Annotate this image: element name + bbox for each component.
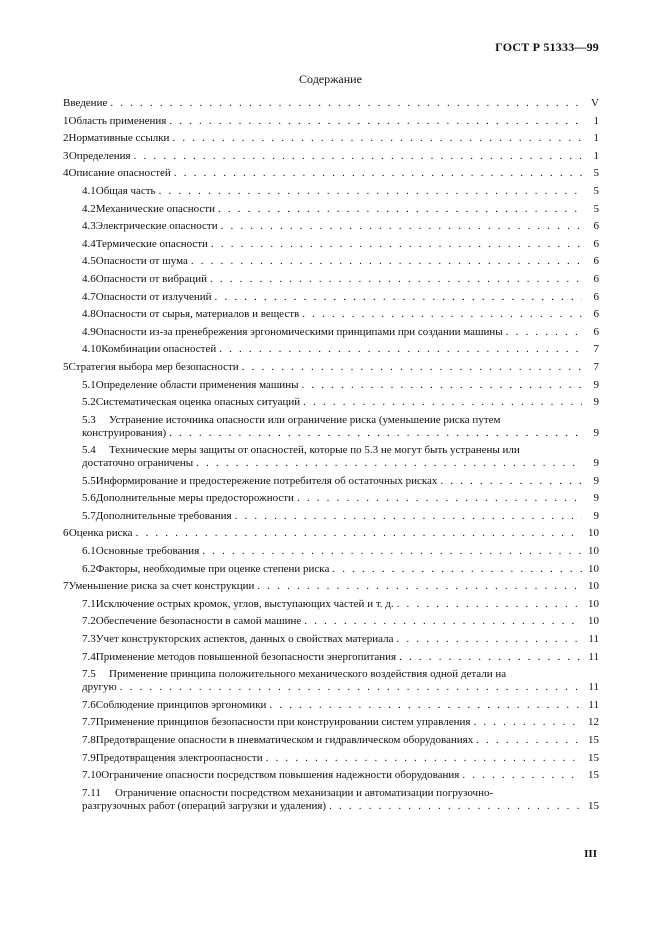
toc-number: 4 — [63, 167, 69, 180]
toc-entry — [63, 444, 599, 475]
toc-title: Общая часть — [95, 184, 156, 197]
toc-number: 5.7 — [82, 509, 96, 522]
toc-number: 4.5 — [82, 255, 96, 268]
toc-title: Технические меры защиты от опасностей, которые по 5.3 не могут быть устранены или — [109, 444, 520, 457]
toc-page-number: 10 — [588, 545, 599, 558]
toc-title-continued: конструирования) — [82, 426, 167, 439]
dot-leader — [136, 527, 582, 540]
toc-number: 5.6 — [82, 492, 96, 505]
toc-title: Факторы, необходимые при оценке степени риска — [95, 562, 330, 575]
toc-page-number: 6 — [593, 220, 599, 233]
toc-page-number: 1 — [593, 114, 599, 127]
toc-number: 4.6 — [82, 272, 96, 285]
toc-entry — [63, 361, 599, 379]
toc-number: 7.5 — [82, 668, 96, 681]
toc-number: 4.7 — [82, 290, 96, 303]
toc-page-number: 6 — [593, 290, 599, 303]
dot-leader — [440, 475, 582, 488]
toc-page-number: 9 — [593, 492, 599, 505]
dot-leader — [476, 734, 582, 747]
toc-number: 5.1 — [82, 378, 96, 391]
toc-title: Предотвращения электроопасности — [95, 751, 263, 764]
dot-leader — [304, 615, 582, 628]
toc-title: Опасности от вибраций — [95, 272, 207, 285]
toc-entry — [63, 308, 599, 326]
toc-entry — [63, 615, 599, 633]
toc-page-number: 6 — [593, 255, 599, 268]
toc-number: 2 — [63, 132, 69, 145]
dot-leader — [215, 291, 582, 304]
toc-number: 7.3 — [82, 633, 96, 646]
toc-number: 5 — [63, 360, 69, 373]
toc-number: 4.2 — [82, 202, 96, 215]
toc-number: 3 — [63, 149, 69, 162]
toc-number: 7.1 — [82, 597, 96, 610]
toc-title: Область применения — [68, 114, 167, 127]
toc-page-number: 7 — [593, 343, 599, 356]
dot-leader — [332, 563, 582, 576]
toc-number: 7.6 — [82, 698, 96, 711]
toc-page-number: 9 — [593, 426, 599, 439]
toc-entry — [63, 699, 599, 717]
toc-page-number: 11 — [588, 698, 599, 711]
dot-leader — [172, 132, 582, 145]
toc-page-number: 15 — [588, 799, 599, 812]
dot-leader — [120, 681, 582, 694]
toc-title: Учет конструкторских аспектов, данных о свойствах материала — [95, 633, 394, 646]
dot-leader — [399, 651, 582, 664]
toc-entry — [63, 273, 599, 291]
toc-entry — [63, 734, 599, 752]
toc-title: Применение принципа положительного механического воздействия одной детали на — [109, 668, 507, 681]
dot-leader — [221, 220, 582, 233]
dot-leader — [174, 167, 582, 180]
toc-entry — [63, 203, 599, 221]
toc-title: Ограничение опасности посредством механизации и автоматизации погрузочно- — [115, 786, 494, 799]
toc-page-number: 6 — [593, 325, 599, 338]
dot-leader — [462, 769, 582, 782]
toc-entry — [63, 752, 599, 770]
toc-entry — [63, 563, 599, 581]
dot-leader — [169, 427, 582, 440]
dot-leader — [110, 97, 582, 110]
dot-leader — [242, 361, 582, 374]
toc-entry — [63, 787, 599, 818]
toc-title-continued: другую — [82, 681, 117, 694]
toc-title: Соблюдение принципов эргономики — [95, 698, 267, 711]
toc-number: 5.4 — [82, 444, 96, 457]
toc-title: Определения — [68, 149, 131, 162]
toc-number: 5.3 — [82, 413, 96, 426]
toc-title: Исключение острых кромок, углов, выступающих частей и т. д. — [95, 597, 394, 610]
toc-page-number: 9 — [593, 509, 599, 522]
toc-page-number: 9 — [593, 474, 599, 487]
toc-title: Электрические опасности — [95, 220, 218, 233]
dot-leader — [134, 150, 582, 163]
page-number: III — [584, 848, 597, 860]
toc-page-number: 15 — [588, 769, 599, 782]
toc-page-number: 10 — [588, 615, 599, 628]
toc-title: Систематическая оценка опасных ситуаций — [95, 396, 301, 409]
dot-leader — [169, 115, 582, 128]
toc-page-number: 10 — [588, 580, 599, 593]
toc-title-continued: разгрузочных работ (операций загрузки и удаления) — [82, 799, 327, 812]
toc-entry — [63, 414, 599, 445]
toc-page-number: 11 — [588, 681, 599, 694]
dot-leader — [257, 580, 582, 593]
toc-title: Обеспечение безопасности в самой машине — [95, 615, 302, 628]
toc-title: Оценка риска — [68, 527, 133, 540]
dot-leader — [506, 326, 582, 339]
toc-page-number: 5 — [593, 184, 599, 197]
toc-title: Механические опасности — [95, 202, 215, 215]
toc-entry — [63, 220, 599, 238]
toc-entry — [63, 255, 599, 273]
toc-title: Ограничение опасности посредством повышения надежности оборудования — [101, 769, 460, 782]
dot-leader — [196, 457, 582, 470]
toc-page-number: 6 — [593, 308, 599, 321]
dot-leader — [202, 545, 582, 558]
toc-page-number: 5 — [593, 167, 599, 180]
toc-entry — [63, 379, 599, 397]
dot-leader — [303, 396, 582, 409]
toc-title: Стратегия выбора мер безопасности — [68, 360, 239, 373]
toc-number: 4.8 — [82, 308, 96, 321]
toc-page-number: 6 — [593, 237, 599, 250]
toc-page-number: 10 — [588, 597, 599, 610]
toc-entry — [63, 633, 599, 651]
toc-title: Информирование и предостережение потребителя об остаточных рисках — [95, 474, 438, 487]
toc-entry — [63, 668, 599, 699]
toc-title: Опасности от излучений — [95, 290, 212, 303]
toc-number: 4.3 — [82, 220, 96, 233]
toc-entry — [63, 150, 599, 168]
toc-number: 6.2 — [82, 562, 96, 575]
toc-title: Основные требования — [95, 545, 200, 558]
dot-leader — [219, 343, 582, 356]
toc-number: 4.9 — [82, 325, 96, 338]
dot-leader — [301, 379, 582, 392]
toc-number: 7.8 — [82, 733, 96, 746]
toc-entry — [63, 396, 599, 414]
toc-title: Определение области применения машины — [95, 378, 299, 391]
toc-number: 7.4 — [82, 650, 96, 663]
toc-number: 6 — [63, 527, 69, 540]
page-title: Содержание — [299, 72, 362, 86]
toc-entry — [63, 238, 599, 256]
toc-page-number: 9 — [593, 396, 599, 409]
standard-designation: ГОСТ Р 51333—99 — [495, 40, 599, 54]
toc-number: 7.7 — [82, 716, 96, 729]
toc-number: 7 — [63, 580, 69, 593]
toc-entry — [63, 716, 599, 734]
dot-leader — [397, 633, 583, 646]
dot-leader — [397, 598, 582, 611]
toc-entry — [63, 475, 599, 493]
toc-page-number: 11 — [588, 650, 599, 663]
toc-entry — [63, 545, 599, 563]
toc-number: 4.10 — [82, 343, 102, 356]
toc-entry — [63, 97, 599, 115]
toc-page-number: V — [591, 97, 599, 109]
toc-number: 7.10 — [82, 769, 102, 782]
toc-page-number: 10 — [588, 527, 599, 540]
toc-number: 1 — [63, 114, 69, 127]
dot-leader — [235, 510, 582, 523]
toc-title: Применение методов повышенной безопасности энергопитания — [95, 650, 397, 663]
dot-leader — [159, 185, 582, 198]
toc-title: Термические опасности — [95, 237, 208, 250]
dot-leader — [266, 752, 582, 765]
toc-entry — [63, 132, 599, 150]
toc-number: 4.1 — [82, 184, 96, 197]
toc-title: Предотвращение опасности в пневматическом и гидравлическом оборудованиях — [95, 733, 474, 746]
toc-entry — [63, 769, 599, 787]
toc-number: 5.5 — [82, 474, 96, 487]
toc-page-number: 5 — [593, 202, 599, 215]
toc-number: 4.4 — [82, 237, 96, 250]
table-of-contents — [63, 97, 599, 817]
toc-number: 5.2 — [82, 396, 96, 409]
toc-title: Устранение источника опасности или ограничение риска (уменьшение риска путем — [109, 413, 501, 426]
toc-page-number: 11 — [588, 633, 599, 646]
toc-page-number: 15 — [588, 733, 599, 746]
toc-page-number: 1 — [593, 132, 599, 145]
toc-entry — [63, 492, 599, 510]
toc-title: Дополнительные требования — [95, 509, 232, 522]
toc-page-number: 12 — [588, 716, 599, 729]
toc-entry — [63, 291, 599, 309]
toc-page-number: 9 — [593, 378, 599, 391]
toc-entry — [63, 343, 599, 361]
dot-leader — [210, 273, 582, 286]
toc-title: Опасности из-за пренебрежения эргономическими принципами при создании машины — [95, 325, 503, 338]
dot-leader — [191, 255, 582, 268]
toc-entry — [63, 510, 599, 528]
toc-number: 7.9 — [82, 751, 96, 764]
toc-entry — [63, 326, 599, 344]
dot-leader — [329, 800, 582, 813]
dot-leader — [269, 699, 582, 712]
dot-leader — [473, 716, 582, 729]
toc-title: Опасности от шума — [95, 255, 188, 268]
toc-page-number: 7 — [593, 360, 599, 373]
toc-title: Комбинации опасностей — [101, 343, 217, 356]
toc-title-continued: достаточно ограничены — [82, 457, 194, 470]
dot-leader — [218, 203, 582, 216]
toc-title: Описание опасностей — [68, 167, 171, 180]
toc-entry — [63, 115, 599, 133]
dot-leader — [297, 492, 582, 505]
toc-page-number: 1 — [593, 149, 599, 162]
toc-number: 6.1 — [82, 545, 96, 558]
toc-title: Применение принципов безопасности при конструировании систем управления — [95, 716, 471, 729]
toc-entry — [63, 580, 599, 598]
dot-leader — [302, 308, 582, 321]
toc-number: 7.11 — [82, 786, 101, 799]
toc-title: Уменьшение риска за счет конструкции — [68, 580, 255, 593]
toc-number: 7.2 — [82, 615, 96, 628]
toc-title: Введение — [63, 97, 108, 109]
toc-page-number: 9 — [593, 457, 599, 470]
toc-entry — [63, 527, 599, 545]
dot-leader — [211, 238, 582, 251]
toc-entry — [63, 598, 599, 616]
toc-entry — [63, 167, 599, 185]
toc-title: Нормативные ссылки — [68, 132, 170, 145]
toc-title: Дополнительные меры предосторожности — [95, 492, 294, 505]
toc-entry — [63, 651, 599, 669]
toc-page-number: 10 — [588, 562, 599, 575]
toc-entry — [63, 185, 599, 203]
toc-page-number: 6 — [593, 272, 599, 285]
toc-title: Опасности от сырья, материалов и веществ — [95, 308, 300, 321]
toc-page-number: 15 — [588, 751, 599, 764]
